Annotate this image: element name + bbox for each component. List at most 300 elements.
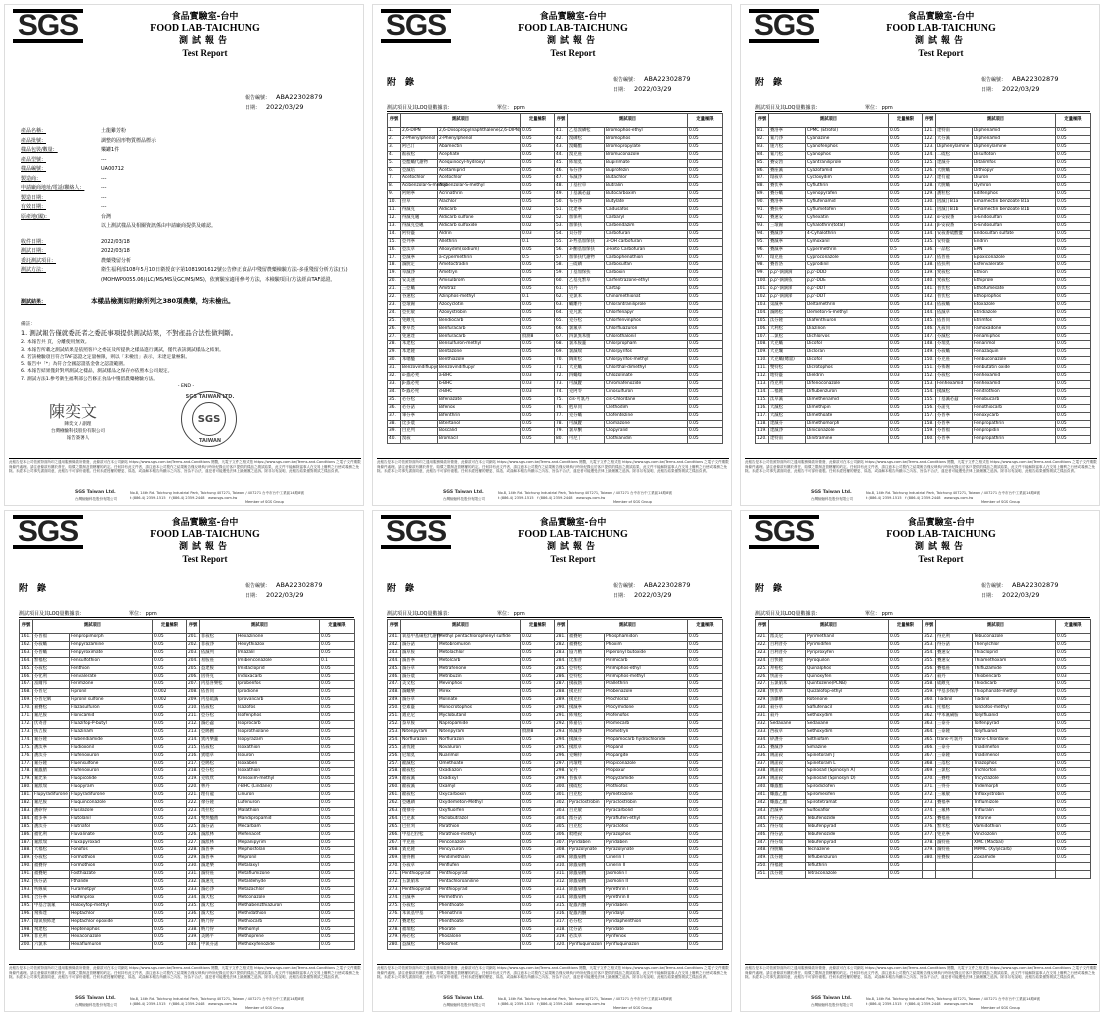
- table-cell: 亞滅寧: [401, 254, 438, 262]
- table-cell: 108.: [756, 341, 769, 349]
- table-cell: Heptenophos: [70, 926, 153, 934]
- table-cell: 亞環錫: [401, 301, 438, 309]
- table-cell: 276.: [388, 910, 401, 918]
- table-cell: Pyridalyl: [605, 910, 688, 918]
- table-cell: 賽洛寧: [769, 128, 806, 136]
- table-cell: 3-羥基加保扶: [568, 238, 605, 246]
- table-cell: 61.: [555, 286, 568, 294]
- table-cell: 205.: [187, 665, 200, 673]
- info-key: 原產地(國)：: [21, 213, 50, 220]
- table-cell: Penthiopyrad: [438, 871, 521, 879]
- table-cell: 0.05: [688, 744, 723, 752]
- table-cell: 0.05: [320, 752, 355, 760]
- table-cell: d-BHC: [438, 388, 521, 396]
- table-cell: 156.: [923, 404, 936, 412]
- table-cell: Methoprene: [237, 934, 320, 942]
- info-value: 衛生福利部108年5月10日衛授食字第1081901612號公告修正食品中殘留農藥檢驗方法-多重殘留分析方法(五)(MOHWP0055.06)(LC/MS/MS及GC/MS/MS)，依實驗室適用參考方法，本檢驗項目/方法經由TAF認證。: [101, 267, 348, 283]
- table-cell: 雙特松: [769, 365, 806, 373]
- table-cell: 0.05: [688, 673, 723, 681]
- table-cell: 0.05: [889, 641, 923, 649]
- table-cell: 0.05: [320, 815, 355, 823]
- table-cell: 得滅克亞碸: [401, 222, 438, 230]
- table-cell: Aldrin: [438, 230, 521, 238]
- table-row: [388, 863, 723, 871]
- table-cell: 0.05: [1056, 705, 1091, 713]
- table-cell: 加保扶: [568, 222, 605, 230]
- table-cell: 0.05: [521, 412, 555, 420]
- table-cell: 0.05: [320, 800, 355, 808]
- report-no: ABA22302879: [1012, 75, 1059, 83]
- report-title-zh: 測試報告: [546, 542, 599, 552]
- table-row: [20, 823, 355, 831]
- table-row: [388, 301, 723, 309]
- table-cell: Edifenphos: [973, 191, 1056, 199]
- table-cell: 13.: [388, 222, 401, 230]
- table-row: [388, 270, 723, 278]
- table-cell: 220.: [187, 784, 200, 792]
- table-cell: 0.05: [521, 792, 555, 800]
- table-cell: 347.: [756, 839, 769, 847]
- table-cell: Hexazinone: [237, 634, 320, 642]
- table-cell: 0.05: [521, 681, 555, 689]
- table-cell: 氰乃淨: [769, 135, 806, 143]
- table-cell: 得克利: [936, 634, 973, 642]
- table-cell: Amisulbrom: [438, 278, 521, 286]
- table-cell: 202.: [187, 641, 200, 649]
- table-cell: 0.05: [521, 918, 555, 926]
- table-cell: 硫敵克: [936, 681, 973, 689]
- footer-terms: 此報告是本公司依照背面所印之通用服務條款所簽發，此條款可在本公司網站 https://www.sgs.com.tw/Terms-and-Conditions 閱覽，凡電子文件之格式依 https://www.sgs.com.tw/Terms-and-Conditions 之電子文件期限與條件處理。請注意條款有關於責任、賠償之限制及管轄權的約定。任何持有此文件者，請注意本公司製作之結果報告僅反映執行時所紀錄且於客戶提供的樣品之測試結果，此文件不能解除當事人在交易上權利之行使或義務之免除。未經本公司事先書面同意，此報告不可部份複製。任何未經授權的變更、偽造、或曲解本報告所顯示之內容，皆為不合法，違犯者可能遭受法律上最嚴厲之追訴。除非另有說明，此報告結果僅對測試之樣品負責。: [377, 458, 729, 488]
- table-cell: 滅必淨: [200, 887, 237, 895]
- table-cell: 134.: [923, 230, 936, 238]
- table-row: [756, 776, 1091, 784]
- results-table: [387, 619, 723, 950]
- table-cell: Oxyfluorfen: [438, 807, 521, 815]
- table-cell: 扶吉胺: [33, 728, 70, 736]
- table-cell: 甲基多保淨: [936, 689, 973, 697]
- end-marker: - END -: [177, 384, 195, 390]
- table-row: [388, 641, 723, 649]
- table-cell: 192.: [20, 879, 33, 887]
- table-cell: Emamectin benzoate B1b: [973, 207, 1056, 215]
- table-cell: Dimethoate: [806, 412, 889, 420]
- table-cell: 230.: [187, 863, 200, 871]
- table-row: [388, 713, 723, 721]
- table-cell: 267.: [388, 839, 401, 847]
- table-cell: 23.: [388, 301, 401, 309]
- table-cell: 0.05: [889, 254, 923, 262]
- table-cell: 8.: [388, 183, 401, 191]
- lab-name-zh: 食品實驗室-台中: [539, 518, 607, 528]
- table-cell: 245.: [388, 665, 401, 673]
- table-row: [756, 436, 1091, 444]
- table-row: [20, 736, 355, 744]
- table-cell: 0.05: [688, 254, 723, 262]
- table-cell: 40.: [388, 436, 401, 444]
- table-cell: Triadimenol: [973, 752, 1056, 760]
- table-row: [388, 238, 723, 246]
- table-cell: 除蟲菊精: [568, 879, 605, 887]
- table-cell: 52.: [555, 214, 568, 222]
- table-cell: Sethoxydim: [806, 713, 889, 721]
- table-cell: Dicofol: [806, 341, 889, 349]
- table-cell: 乙基溴磷松: [568, 128, 605, 136]
- table-cell: Benzovindiflupyr: [438, 365, 521, 373]
- table-cell: 大克爛: [769, 349, 806, 357]
- table-cell: 373.: [923, 800, 936, 808]
- table-cell: CPMC (Etrofol): [806, 128, 889, 136]
- table-cell: 可尼丁: [568, 436, 605, 444]
- table-row: [388, 388, 723, 396]
- unit-label: 單位： ppm: [129, 611, 157, 617]
- table-cell: 芬普寧: [936, 436, 973, 444]
- table-cell: 0.05: [889, 768, 923, 776]
- table-cell: 亞汰草: [401, 246, 438, 254]
- table-cell: 0.05: [688, 934, 723, 942]
- table-caption: [387, 610, 722, 618]
- table-cell: Isopyrazam: [237, 736, 320, 744]
- table-cell: 0.05: [889, 365, 923, 373]
- table-cell: 0.05: [1056, 167, 1091, 175]
- table-cell: 0.05: [688, 175, 723, 183]
- table-cell: 復祿芬: [401, 807, 438, 815]
- table-cell: 110.: [756, 357, 769, 365]
- table-row: [388, 760, 723, 768]
- info-row: [21, 146, 351, 156]
- table-cell: 滅芬草: [401, 665, 438, 673]
- table-cell: 254.: [388, 736, 401, 744]
- table-cell: 303.: [555, 807, 568, 815]
- table-cell: 得芬瑞: [769, 839, 806, 847]
- table-cell: 0.05: [688, 879, 723, 887]
- table-cell: 289.: [555, 697, 568, 705]
- lab-name-zh: 食品實驗室-台中: [907, 12, 975, 22]
- sgs-logo: SGS: [749, 515, 819, 549]
- table-cell: Difenoconazole: [806, 381, 889, 389]
- table-row: [20, 934, 355, 942]
- table-cell: 249.: [388, 697, 401, 705]
- table-cell: 15.: [388, 238, 401, 246]
- table-cell: Jasmolin II: [605, 879, 688, 887]
- table-cell: 0.05: [153, 918, 187, 926]
- table-cell: 0.05: [688, 428, 723, 436]
- table-cell: 丁基加保扶: [568, 270, 605, 278]
- report-date: 2022/03/29: [266, 103, 304, 111]
- table-cell: Bitertanol: [438, 420, 521, 428]
- table-cell: 0.05: [320, 728, 355, 736]
- table-cell: 0.05: [1056, 238, 1091, 246]
- table-cell: 189.: [20, 855, 33, 863]
- table-row: [388, 349, 723, 357]
- table-cell: 152.: [923, 373, 936, 381]
- table-cell: 魚藤精: [769, 697, 806, 705]
- table-cell: 0.05: [1056, 657, 1091, 665]
- table-row: [20, 942, 355, 950]
- table-cell: 0.05: [1056, 436, 1091, 444]
- table-cell: 0.5: [889, 246, 923, 254]
- table-cell: 155.: [923, 396, 936, 404]
- table-cell: 0.05: [688, 396, 723, 404]
- table-cell: 0.05: [521, 420, 555, 428]
- table-cell: 可滅蹤: [568, 381, 605, 389]
- table-cell: 161.: [20, 634, 33, 642]
- table-row: [20, 752, 355, 760]
- info-row: [21, 222, 351, 232]
- sgs-logo: SGS: [381, 515, 451, 549]
- table-cell: 賽速安: [936, 657, 973, 665]
- table-cell: 112.: [756, 373, 769, 381]
- table-cell: 0.05: [688, 404, 723, 412]
- table-cell: 0.05: [688, 270, 723, 278]
- table-cell: 0.05: [153, 776, 187, 784]
- table-row: [756, 388, 1091, 396]
- table-cell: 協力精: [568, 649, 605, 657]
- report-title-en: Test Report: [918, 554, 964, 564]
- table-cell: 螺蟲乙酯: [769, 792, 806, 800]
- table-cell: 0.05: [320, 879, 355, 887]
- table-cell: 培丹: [568, 286, 605, 294]
- table-cell: 120.: [756, 436, 769, 444]
- table-cell: 165.: [20, 665, 33, 673]
- table-cell: 284.: [555, 657, 568, 665]
- table-cell: 三泰芬: [936, 720, 973, 728]
- table-cell: 0.05: [320, 902, 355, 910]
- table-cell: Fluopicolide: [70, 776, 153, 784]
- info-row: [21, 184, 351, 194]
- table-cell: 379.: [923, 847, 936, 855]
- table-cell: 愛殺松: [936, 270, 973, 278]
- table-cell: 283.: [555, 649, 568, 657]
- table-cell: Dieldrin: [806, 373, 889, 381]
- table-cell: 51.: [555, 207, 568, 215]
- table-cell: 231.: [187, 871, 200, 879]
- table-cell: 130.: [923, 199, 936, 207]
- table-row: [20, 634, 355, 642]
- table-cell: 0.03: [521, 381, 555, 389]
- table-cell: 合芬寧: [33, 894, 70, 902]
- table-cell: 0.02: [521, 207, 555, 215]
- footer-member: Member of SGS Group: [613, 500, 652, 504]
- table-row: [388, 720, 723, 728]
- table-row: [756, 871, 1091, 879]
- table-cell: 0.05: [1056, 230, 1091, 238]
- table-cell: 179.: [20, 776, 33, 784]
- report-date-label: 日期：: [981, 87, 997, 93]
- table-cell: 121.: [923, 128, 936, 136]
- table-cell: Cyhexatin: [806, 214, 889, 222]
- report-no-label: 報告編號：: [981, 77, 1007, 83]
- col-header: 序號: [923, 620, 936, 634]
- report-page-3: [740, 4, 1100, 506]
- table-cell: 0.05: [889, 720, 923, 728]
- conclusion-text: 本樣品檢測如附錄所列之380項農藥，均未檢出。: [91, 297, 235, 305]
- table-cell: 147.: [923, 333, 936, 341]
- table-cell: 0.05: [1056, 412, 1091, 420]
- table-cell: 0.05: [153, 752, 187, 760]
- table-cell: p,p'-DDD: [806, 270, 889, 278]
- table-cell: 0.05: [320, 760, 355, 768]
- table-cell: 346.: [756, 831, 769, 839]
- table-cell: 賽福座: [936, 665, 973, 673]
- unit-label: 單位： ppm: [865, 105, 893, 111]
- table-cell: 0.05: [889, 341, 923, 349]
- table-cell: Pyrifluquinazon: [605, 942, 688, 950]
- table-cell: Isoxathion: [237, 768, 320, 776]
- table-cell: Buprofezin: [605, 167, 688, 175]
- table-cell: 0.05: [521, 665, 555, 673]
- table-cell: 0.05: [521, 910, 555, 918]
- table-cell: 亞賜圃: [200, 728, 237, 736]
- table-cell: Cycloxydim: [806, 175, 889, 183]
- table-cell: 291.: [555, 713, 568, 721]
- table-cell: Pymetrozine: [605, 792, 688, 800]
- table-cell: Tolclofos-methyl: [973, 705, 1056, 713]
- table-cell: 芬佈賜: [936, 365, 973, 373]
- table-cell: 41.: [555, 128, 568, 136]
- table-cell: 168.: [20, 689, 33, 697]
- table-cell: 319.: [555, 934, 568, 942]
- table-cell: 0.05: [320, 942, 355, 950]
- table-cell: Ametoctradin: [438, 262, 521, 270]
- test-conclusion: [21, 296, 235, 305]
- table-cell: 0.05: [153, 768, 187, 776]
- table-cell: Phosmet: [438, 942, 521, 950]
- table-cell: 賜諾殺: [769, 768, 806, 776]
- table-cell: 139.: [923, 270, 936, 278]
- table-cell: 麥草畏: [401, 325, 438, 333]
- col-header: 序號: [20, 620, 33, 634]
- table-cell: Fenpropidin: [973, 428, 1056, 436]
- results-table: [19, 619, 355, 950]
- table-cell: 265.: [388, 823, 401, 831]
- table-cell: 323.: [756, 649, 769, 657]
- table-cell: 6.: [388, 167, 401, 175]
- table-cell: 0.05: [521, 752, 555, 760]
- table-row: [756, 262, 1091, 270]
- table-cell: 亞托敏: [401, 309, 438, 317]
- table-cell: 0.05: [521, 404, 555, 412]
- table-cell: 0.05: [1056, 689, 1091, 697]
- table-cell: 259.: [388, 776, 401, 784]
- table-cell: 266.: [388, 831, 401, 839]
- table-cell: EPN: [973, 246, 1056, 254]
- table-cell: Fenhexamid: [936, 381, 973, 389]
- table-cell: Clothianidin: [605, 436, 688, 444]
- report-date-label: 日期：: [245, 593, 261, 599]
- table-row: [388, 278, 723, 286]
- table-cell: 115.: [756, 396, 769, 404]
- table-cell: 127.: [923, 175, 936, 183]
- table-cell: 0.05: [688, 894, 723, 902]
- table-cell: 達特南: [936, 128, 973, 136]
- table-cell: p,p'-DDE: [806, 278, 889, 286]
- table-cell: 330.: [756, 705, 769, 713]
- table-cell: 186.: [20, 831, 33, 839]
- table-cell: 0.05: [521, 776, 555, 784]
- table-cell: Dicloran: [806, 349, 889, 357]
- info-row: [21, 127, 351, 137]
- table-cell: 0.05: [688, 784, 723, 792]
- table-cell: 236.: [187, 910, 200, 918]
- table-row: [388, 199, 723, 207]
- table-cell: Fenothiocarb: [973, 404, 1056, 412]
- table-cell: 223.: [187, 807, 200, 815]
- table-cell: Mecarbam: [237, 823, 320, 831]
- table-cell: 氟比來: [33, 776, 70, 784]
- table-cell: 0.05: [688, 918, 723, 926]
- table-cell: Pyrifluquinazon: [568, 942, 605, 950]
- table-cell: Cartap: [605, 286, 688, 294]
- footer-terms: 此報告是本公司依照背面所印之通用服務條款所簽發，此條款可在本公司網站 https://www.sgs.com.tw/Terms-and-Conditions 閱覽，凡電子文件之格式依 https://www.sgs.com.tw/Terms-and-Conditions 之電子文件期限與條件處理。請注意條款有關於責任、賠償之限制及管轄權的約定。任何持有此文件者，請注意本公司製作之結果報告僅反映執行時所紀錄且於客戶提供的樣品之測試結果，此文件不能解除當事人在交易上權利之行使或義務之免除。未經本公司事先書面同意，此報告不可部份複製。任何未經授權的變更、偽造、或曲解本報告所顯示之內容，皆為不合法，違犯者可能遭受法律上最嚴厲之追訴。除非另有說明，此報告結果僅對測試之樣品負責。: [745, 458, 1097, 488]
- table-cell: 0.05: [320, 713, 355, 721]
- table-cell: 0.05: [688, 286, 723, 294]
- table-cell: 340.: [756, 784, 769, 792]
- table-cell: 5.: [388, 159, 401, 167]
- table-cell: 0.05: [320, 887, 355, 895]
- table-row: [20, 800, 355, 808]
- table-cell: 林丹: [200, 784, 237, 792]
- table-cell: 滅芬諾: [401, 641, 438, 649]
- table-cell: 繁米松: [936, 823, 973, 831]
- table-cell: 353.: [923, 641, 936, 649]
- table-cell: 14.: [388, 230, 401, 238]
- table-cell: 派芬諾: [568, 815, 605, 823]
- table-row: [388, 214, 723, 222]
- table-cell: Bromophos: [605, 135, 688, 143]
- table-row: [388, 294, 723, 302]
- note-item: 7. 測試方法1.參考衛生福利部公告修正食品中殘留農藥檢驗方法。: [21, 376, 158, 382]
- table-cell: Prallethrin: [605, 681, 688, 689]
- table-cell: Dithiopyr: [973, 167, 1056, 175]
- table-cell: 大滅松: [769, 404, 806, 412]
- table-cell: 355.: [923, 657, 936, 665]
- table-cell: Bensulfuron-methyl: [438, 341, 521, 349]
- table-cell: 30.: [388, 357, 401, 365]
- report-title-en: Test Report: [918, 48, 964, 58]
- table-cell: Fipronil: [70, 689, 153, 697]
- table-cell: 扶芬諾: [33, 879, 70, 887]
- table-row: [20, 697, 355, 705]
- table-cell: β-蟲必死: [401, 381, 438, 389]
- table-cell: 0.05: [320, 934, 355, 942]
- table-cell: 0.05: [153, 784, 187, 792]
- table-cell: 0.05: [320, 839, 355, 847]
- table-cell: 芬滅松: [936, 333, 973, 341]
- table-cell: Spinetoram J: [806, 752, 889, 760]
- table-cell: 150.: [923, 357, 936, 365]
- table-cell: 除蟲菊精: [568, 855, 605, 863]
- footer-company-zh: 台灣檢驗科技股份有限公司: [443, 1003, 485, 1007]
- table-cell: Pyrifenox: [605, 934, 688, 942]
- table-cell: 0.05: [1056, 159, 1091, 167]
- table-cell: 232.: [187, 879, 200, 887]
- table-header-row: [756, 114, 1091, 128]
- table-cell: 358.: [923, 681, 936, 689]
- table-cell: 273.: [388, 887, 401, 895]
- table-cell: 0.05: [688, 365, 723, 373]
- table-cell: 329.: [756, 697, 769, 705]
- table-cell: 170.: [20, 705, 33, 713]
- table-row: [756, 847, 1091, 855]
- table-cell: 54.: [555, 230, 568, 238]
- table-cell: 0.05: [521, 143, 555, 151]
- table-cell: 萘草胺: [401, 720, 438, 728]
- table-cell: 0.05: [688, 412, 723, 420]
- table-cell: 0.03: [1056, 673, 1091, 681]
- table-cell: 128.: [923, 183, 936, 191]
- table-row: [388, 800, 723, 808]
- table-cell: 凡殺同: [936, 325, 973, 333]
